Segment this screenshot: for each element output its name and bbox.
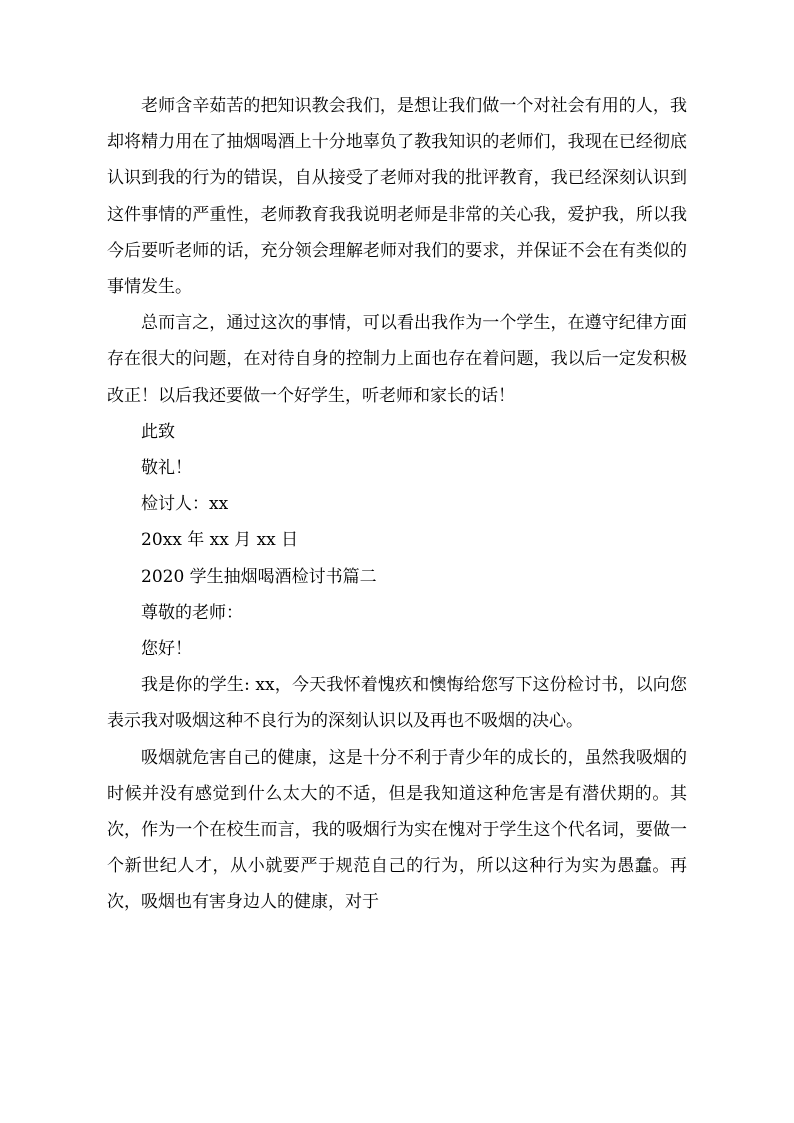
- body-paragraph: 我是你的学生: xx，今天我怀着愧疚和懊悔给您写下这份检讨书，以向您表示我对吸烟这种不良行为的深刻认识以及再也不吸烟的决心。: [107, 675, 687, 732]
- greeting-line: 您好！: [141, 639, 192, 660]
- salute-line: 敬礼！: [141, 458, 192, 479]
- date-line: 20xx 年 xx 月 xx 日: [141, 530, 299, 551]
- body-paragraph: 总而言之，通过这次的事情，可以看出我作为一个学生，在遵守纪律方面存在很大的问题，在对待自身的控制力上面也存在着问题，我以后一定发积极改正！以后我还要做一个好学生，听老师和家长的话！: [107, 313, 687, 406]
- body-paragraph: 吸烟就危害自己的健康，这是十分不利于青少年的成长的，虽然我吸烟的时候并没有感觉到什么太大的不适，但是我知道这种危害是有潜伏期的。其次，作为一个在校生而言，我的吸烟行为实在愧对于学生这个代名词，要做一个新世纪人才，从小就要严于规范自己的行为，所以这种行为实为愚蠢。再次，吸烟也有害身边人的健康，对于: [107, 747, 687, 913]
- signature-line: 检讨人：xx: [141, 494, 229, 515]
- document-page: [107, 88, 687, 921]
- addressee-line: 尊敬的老师：: [141, 602, 243, 623]
- body-paragraph: 老师含辛茹苦的把知识教会我们，是想让我们做一个对社会有用的人，我却将精力用在了抽烟喝酒上十分地辜负了教我知识的老师们，我现在已经彻底认识到我的行为的错误，自从接受了老师对我的批评教育，我已经深刻认识到这件事情的严重性，老师教育我我说明老师是非常的关心我，爱护我，所以我今后要听老师的话，充分领会理解老师对我们的要求，并保证不会在有类似的事情发生。: [107, 96, 687, 298]
- closing-line: 此致: [141, 421, 175, 442]
- section-title: 2020 学生抽烟喝酒检讨书篇二: [141, 566, 377, 587]
